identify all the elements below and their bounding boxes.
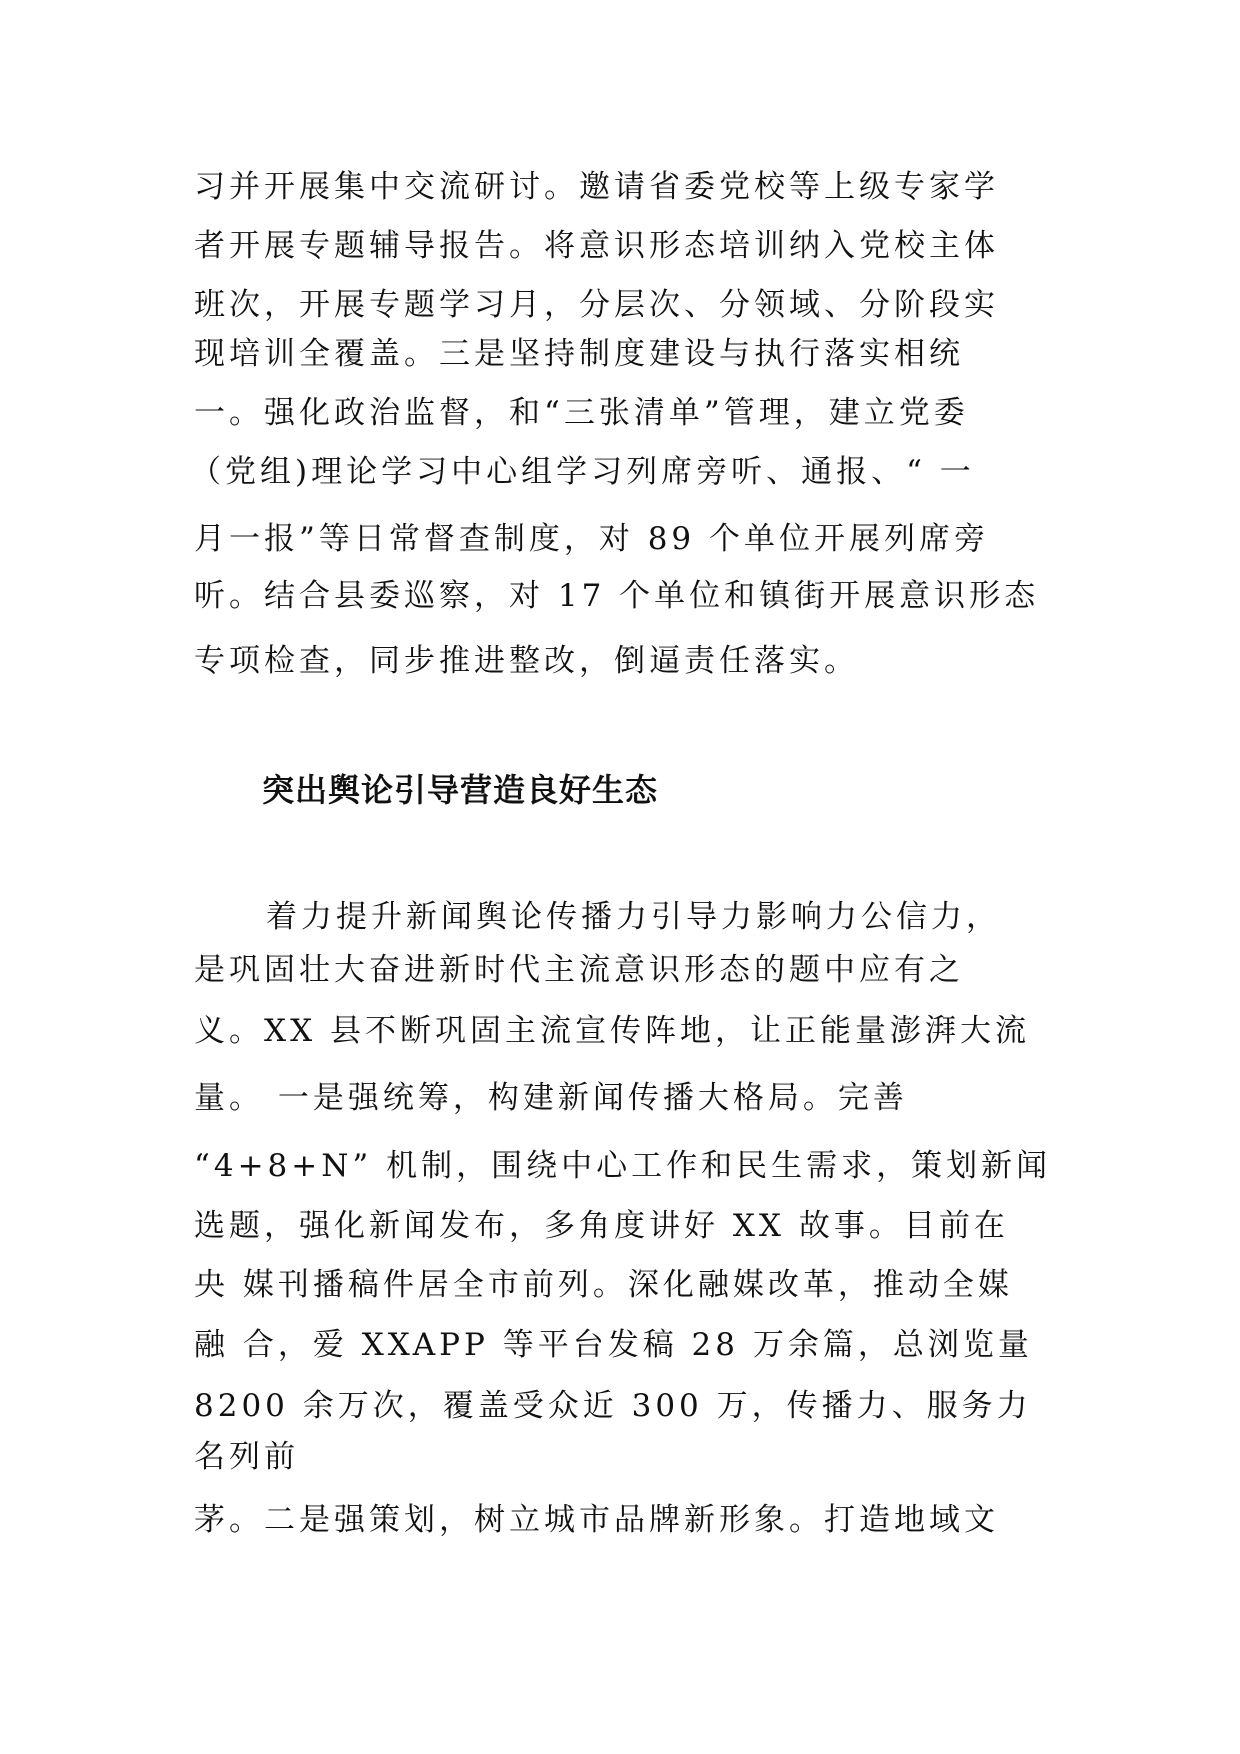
paragraph-line: 名列前 — [194, 1439, 299, 1475]
paragraph-line: 一。强化政治监督，和“三张清单”管理，建立党委 — [194, 395, 969, 431]
paragraph-line: 8200 余万次，覆盖受众近 300 万，传播力、服务力 — [194, 1388, 1032, 1424]
paragraph-line: “4+8+N” 机制，围绕中心工作和民生需求，策划新闻 — [194, 1148, 1052, 1184]
paragraph-line: 是巩固壮大奋进新时代主流意识形态的题中应有之 — [194, 952, 964, 988]
paragraph-line: 班次，开展专题学习月，分层次、分领域、分阶段实 — [194, 287, 999, 323]
paragraph-line: （党组)理论学习中心组学习列席旁听、通报、“ 一 — [190, 454, 975, 490]
paragraph-line: 现培训全覆盖。三是坚持制度建设与执行落实相统 — [194, 336, 964, 372]
paragraph-line: 专项检查，同步推进整改，倒逼责任落实。 — [194, 643, 859, 679]
paragraph-line: 习并开展集中交流研讨。邀请省委党校等上级专家学 — [194, 169, 999, 205]
paragraph-line: 茅。二是强策划，树立城市品牌新形象。打造地域文 — [194, 1502, 999, 1538]
paragraph-line: 融 合，爱 XXAPP 等平台发稿 28 万余篇，总浏览量 — [194, 1327, 1033, 1363]
paragraph-line: 听。结合县委巡察，对 17 个单位和镇街开展意识形态 — [194, 578, 1040, 614]
section-heading: 突出舆论引导营造良好生态 — [262, 771, 659, 809]
paragraph-line: 义。XX 县不断巩固主流宣传阵地，让正能量澎湃大流 — [194, 1013, 1030, 1049]
paragraph-line: 选题，强化新闻发布，多角度讲好 XX 故事。目前在 — [194, 1208, 1009, 1244]
paragraph-line: 者开展专题辅导报告。将意识形态培训纳入党校主体 — [194, 228, 999, 264]
paragraph-line: 着力提升新闻舆论传播力引导力影响力公信力， — [266, 899, 1001, 935]
paragraph-line: 量。 一是强统筹，构建新闻传播大格局。完善 — [194, 1080, 908, 1116]
paragraph-line: 央 媒刊播稿件居全市前列。深化融媒改革，推动全媒 — [194, 1267, 1013, 1303]
paragraph-line: 月一报”等日常督查制度，对 89 个单位开展列席旁 — [194, 521, 990, 557]
